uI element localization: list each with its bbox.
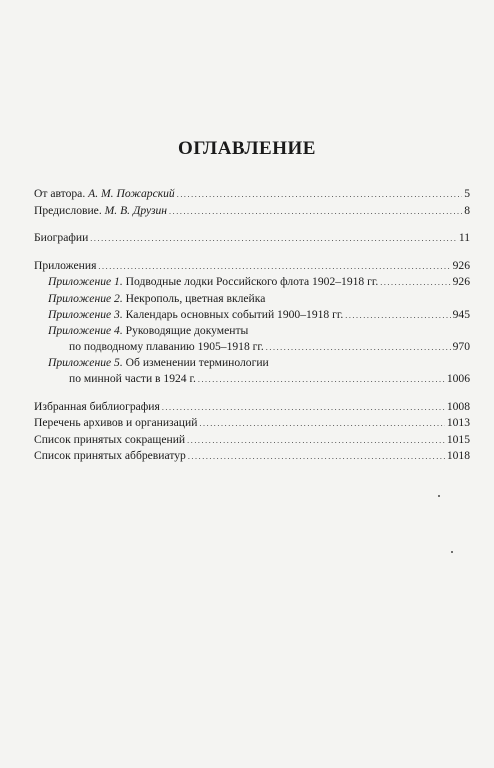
- print-speck: [451, 551, 453, 553]
- toc-entry-label: Список принятых сокращений: [34, 432, 186, 446]
- toc-entry-label: Приложение 5. Об изменении терминологии: [48, 356, 269, 370]
- toc-entry-appendices[interactable]: [34, 258, 470, 275]
- toc-entry-label: Приложение 3. Календарь основных событий 1900–1918 гг.: [48, 307, 344, 321]
- dot-leader: [345, 308, 450, 324]
- toc-page-number: 970: [452, 339, 470, 353]
- dot-leader: [199, 416, 444, 432]
- toc-entry-biographies[interactable]: [34, 230, 470, 247]
- table-of-contents: [34, 186, 470, 465]
- toc-page-number: 1018: [446, 449, 470, 463]
- dot-leader: [187, 433, 445, 449]
- toc-entry-appendix-1[interactable]: [34, 274, 470, 291]
- toc-entry-archives[interactable]: [34, 415, 470, 432]
- toc-page-number: 1015: [446, 432, 470, 446]
- print-speck: [438, 495, 440, 497]
- dot-leader: [177, 187, 462, 203]
- dot-leader: [266, 340, 451, 356]
- toc-entry-label: Биографии: [34, 231, 89, 245]
- toc-page-number: 1013: [446, 416, 470, 430]
- toc-page-number: 5: [464, 187, 470, 200]
- dot-leader: [90, 231, 457, 247]
- dot-leader: [380, 275, 450, 291]
- toc-page-number: 1006: [446, 371, 470, 385]
- toc-entry-label: Приложение 4. Руководящие документы: [48, 324, 249, 338]
- toc-entry-author[interactable]: [34, 186, 470, 203]
- toc-entry-label: Избранная библиография: [34, 399, 160, 413]
- toc-page-number: 945: [452, 307, 470, 321]
- toc-entry-acronyms[interactable]: [34, 448, 470, 465]
- toc-entry-appendix-2[interactable]: [34, 291, 470, 307]
- toc-page-number: 1008: [446, 399, 470, 413]
- toc-entry-appendix-3[interactable]: [34, 307, 470, 324]
- toc-entry-abbreviations[interactable]: [34, 432, 470, 449]
- toc-entry-label: Приложение 1. Подводные лодки Российского флота 1902–1918 гг.: [48, 275, 379, 289]
- toc-entry-label: по минной части в 1924 г.: [69, 371, 196, 385]
- dot-leader: [188, 449, 445, 465]
- toc-entry-appendix-5-cont[interactable]: [34, 371, 470, 388]
- toc-entry-label: Приложения: [34, 258, 97, 272]
- toc-entry-appendix-4[interactable]: [34, 323, 470, 339]
- toc-entry-preface[interactable]: [34, 203, 470, 220]
- toc-entry-appendix-5[interactable]: [34, 355, 470, 371]
- dot-leader: [162, 400, 445, 416]
- toc-entry-label: Список принятых аббревиатур: [34, 449, 186, 463]
- toc-page-number: 11: [458, 231, 470, 245]
- toc-entry-bibliography[interactable]: [34, 399, 470, 416]
- dot-leader: [198, 372, 445, 388]
- toc-entry-label: От автора. А. М. Пожарский: [34, 187, 175, 200]
- dot-leader: [169, 204, 462, 220]
- page-title: ОГЛАВЛЕНИЕ: [178, 138, 316, 159]
- toc-page-number: 8: [464, 203, 470, 217]
- toc-page-number: 926: [452, 275, 470, 289]
- toc-entry-label: по подводному плаванию 1905–1918 гг.: [69, 339, 264, 353]
- dot-leader: [98, 259, 450, 275]
- toc-entry-label: Перечень архивов и организаций: [34, 416, 198, 430]
- toc-entry-appendix-4-cont[interactable]: [34, 339, 470, 356]
- toc-entry-label: Приложение 2. Некрополь, цветная вклейка: [48, 291, 266, 305]
- toc-page-number: 926: [452, 258, 470, 272]
- toc-entry-label: Предисловие. М. В. Друзин: [34, 203, 168, 217]
